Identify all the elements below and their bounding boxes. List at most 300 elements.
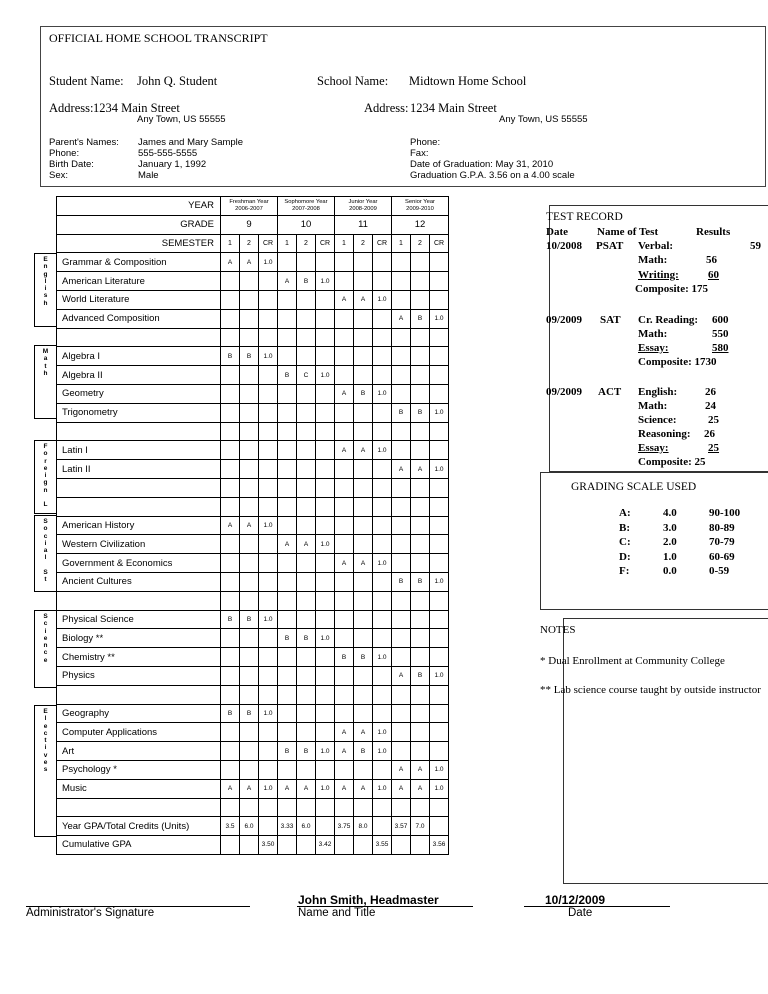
grade-cell	[335, 666, 354, 685]
grade-cell	[240, 497, 259, 516]
grade-cell: A	[335, 384, 354, 403]
grade-cell: A	[354, 723, 373, 742]
grade-cell	[240, 384, 259, 403]
grade-cell	[278, 516, 297, 535]
grade-cell	[392, 253, 411, 272]
grade-cell: A	[411, 760, 430, 779]
grade-cell: A	[392, 666, 411, 685]
grade-cell	[335, 253, 354, 272]
grade-cell	[373, 666, 392, 685]
sat-name: SAT	[600, 314, 621, 326]
category-letter: e	[43, 656, 48, 664]
grade-cell: 1.0	[430, 309, 449, 328]
grade-cell	[240, 742, 259, 761]
grade-cell: A	[335, 290, 354, 309]
course-name: Algebra II	[57, 366, 221, 385]
grade-cell	[316, 591, 335, 610]
grade-cell	[373, 347, 392, 366]
act-science: 25	[708, 414, 719, 426]
grade-cell	[373, 497, 392, 516]
grade-cell	[373, 253, 392, 272]
gpa-cell	[430, 817, 449, 836]
grading-points: 0.0	[663, 565, 677, 577]
sat-reading-label: Cr. Reading:	[638, 314, 699, 326]
grade-cell	[240, 535, 259, 554]
grade-cell	[392, 497, 411, 516]
grade-cell	[392, 591, 411, 610]
sex-label: Sex:	[49, 170, 69, 181]
category-letter: t	[44, 737, 47, 745]
grade-cell	[240, 403, 259, 422]
grade-cell: A	[240, 253, 259, 272]
psat-date: 10/2008	[546, 240, 583, 252]
cumulative-cell: 3.56	[430, 836, 449, 855]
grade-cell	[221, 666, 240, 685]
grade-cell	[335, 328, 354, 347]
grade-cell	[221, 272, 240, 291]
grade-cell	[297, 516, 316, 535]
semester-heading: CR	[259, 234, 278, 253]
grade-cell	[411, 253, 430, 272]
grade-cell: A	[354, 290, 373, 309]
grade-cell: B	[240, 347, 259, 366]
grade-cell: 1.0	[430, 403, 449, 422]
grade-cell	[221, 629, 240, 648]
grade-cell	[316, 309, 335, 328]
year-name: Junior Year	[348, 198, 378, 205]
course-name: American Literature	[57, 272, 221, 291]
grade-cell	[259, 290, 278, 309]
category-letter: c	[43, 649, 48, 657]
gpa-cell	[259, 817, 278, 836]
grade-cell	[392, 742, 411, 761]
grade-cell	[240, 572, 259, 591]
grade-cell	[354, 253, 373, 272]
grade-cell: 1.0	[316, 535, 335, 554]
course-name: World Literature	[57, 290, 221, 309]
category-foreign	[34, 440, 56, 514]
grade-cell: A	[278, 535, 297, 554]
grading-range: 80-89	[709, 521, 735, 534]
gpa-cell: 6.0	[297, 817, 316, 836]
grades-table	[56, 196, 449, 855]
grade-cell	[316, 497, 335, 516]
grade-cell: B	[392, 572, 411, 591]
grade-cell	[278, 478, 297, 497]
grade-cell	[221, 460, 240, 479]
category-letter: s	[43, 292, 48, 300]
grade-cell	[297, 572, 316, 591]
grade-cell	[392, 516, 411, 535]
grade-cell	[316, 723, 335, 742]
grade-cell	[278, 347, 297, 366]
grade-cell: A	[411, 460, 430, 479]
grade-cell	[221, 648, 240, 667]
spacer-cell	[297, 798, 316, 817]
grade-cell	[335, 685, 354, 704]
spacer-row	[57, 798, 449, 817]
test-col-date: Date	[546, 226, 568, 238]
grade-cell	[335, 422, 354, 441]
course-name: Latin I	[57, 441, 221, 460]
spacer-cell	[392, 798, 411, 817]
grade-cell	[259, 760, 278, 779]
grade-label: GRADE	[57, 215, 221, 234]
grade-cell: B	[392, 403, 411, 422]
grade-cell	[392, 272, 411, 291]
course-name: Chemistry **	[57, 648, 221, 667]
category-letter: e	[43, 634, 48, 642]
grade-cell	[297, 760, 316, 779]
category-electives	[34, 705, 56, 837]
course-name: Algebra I	[57, 347, 221, 366]
category-letter: i	[44, 744, 47, 752]
course-name: Music	[57, 779, 221, 798]
grade-cell	[297, 478, 316, 497]
semester-heading: 2	[411, 234, 430, 253]
grade-cell	[354, 309, 373, 328]
grade-cell	[221, 309, 240, 328]
course-name: Biology **	[57, 629, 221, 648]
course-row	[57, 779, 449, 798]
grade-cell	[297, 497, 316, 516]
grade-cell: B	[278, 742, 297, 761]
semester-heading: 2	[354, 234, 373, 253]
grade-cell	[221, 290, 240, 309]
category-letter: o	[43, 525, 48, 533]
grade-cell: A	[335, 779, 354, 798]
grade-cell: 1.0	[316, 366, 335, 385]
grade-cell	[354, 610, 373, 629]
transcript-title: OFFICIAL HOME SCHOOL TRANSCRIPT	[49, 31, 268, 45]
year-header-row	[57, 197, 449, 216]
cumulative-cell	[411, 836, 430, 855]
grading-scale	[540, 472, 768, 610]
act-math: 24	[705, 400, 716, 412]
category-letter	[35, 562, 56, 569]
grade-cell: A	[297, 779, 316, 798]
grade-cell	[221, 478, 240, 497]
parents-label: Parent's Names:	[49, 137, 119, 148]
gpa-cell	[373, 817, 392, 836]
gpa-cell: 3.33	[278, 817, 297, 836]
grading-range: 0-59	[709, 565, 730, 577]
grade-cell	[316, 648, 335, 667]
grade-cell	[297, 591, 316, 610]
grade-cell: 1.0	[316, 742, 335, 761]
grade-cell: B	[354, 742, 373, 761]
category-letter: g	[43, 270, 48, 278]
graduation-date: Date of Graduation: May 31, 2010	[410, 159, 554, 170]
gpa-cell	[316, 817, 335, 836]
semester-heading: 1	[392, 234, 411, 253]
grade-cell	[354, 535, 373, 554]
grade-cell	[430, 648, 449, 667]
sat-math-label: Math:	[638, 328, 668, 340]
grade-cell	[430, 685, 449, 704]
grade-cell	[373, 610, 392, 629]
psat-verbal-label: Verbal:	[638, 240, 674, 252]
grade-cell	[392, 629, 411, 648]
grading-letter: C:	[619, 536, 631, 548]
grade-cell	[335, 704, 354, 723]
grade-cell: B	[335, 648, 354, 667]
gpa-cell: 3.75	[335, 817, 354, 836]
grade-cell	[373, 535, 392, 554]
category-math	[34, 345, 56, 419]
grade-cell	[278, 591, 297, 610]
grade-cell	[259, 422, 278, 441]
grade-cell: A	[335, 723, 354, 742]
category-letter: o	[43, 450, 48, 458]
category-letter: g	[43, 479, 48, 487]
grade-cell	[297, 704, 316, 723]
grade-cell: A	[354, 441, 373, 460]
course-name: Advanced Composition	[57, 309, 221, 328]
category-letter: i	[44, 285, 47, 293]
grade-value: 11	[335, 215, 392, 234]
grade-cell	[316, 328, 335, 347]
grade-cell	[240, 629, 259, 648]
grade-cell	[221, 497, 240, 516]
category-letter: i	[44, 539, 47, 547]
grade-cell: A	[335, 441, 354, 460]
grade-cell	[411, 535, 430, 554]
grading-letter: F:	[619, 565, 630, 577]
grading-letter: D:	[619, 550, 631, 563]
category-letter: v	[43, 751, 48, 759]
grade-cell: B	[240, 704, 259, 723]
act-reasoning: 26	[704, 428, 715, 440]
school-phone-label: Phone:	[410, 137, 441, 148]
grade-cell: A	[221, 516, 240, 535]
category-letter: E	[43, 256, 48, 263]
grade-value: 10	[278, 215, 335, 234]
grade-cell: 1.0	[373, 384, 392, 403]
grade-cell: 1.0	[430, 666, 449, 685]
cumulative-gpa-label: Cumulative GPA	[57, 836, 221, 855]
grading-points: 2.0	[663, 536, 677, 548]
sat-essay-label: Essay:	[638, 342, 669, 354]
grade-cell	[316, 760, 335, 779]
grade-cell	[297, 666, 316, 685]
grade-cell	[316, 347, 335, 366]
course-row	[57, 309, 449, 328]
sat-essay: 580	[712, 342, 729, 354]
grade-cell	[430, 742, 449, 761]
grade-cell	[335, 610, 354, 629]
grade-cell	[411, 290, 430, 309]
grade-cell	[240, 591, 259, 610]
grade-cell	[297, 384, 316, 403]
grade-cell: A	[392, 460, 411, 479]
gpa-cell: 3.57	[392, 817, 411, 836]
grade-cell	[354, 366, 373, 385]
grade-cell	[373, 460, 392, 479]
grading-points: 1.0	[663, 550, 677, 563]
grade-cell	[373, 272, 392, 291]
grade-cell	[259, 685, 278, 704]
psat-composite: Composite: 175	[635, 283, 709, 295]
school-fax-label: Fax:	[410, 148, 429, 159]
grade-cell: B	[297, 629, 316, 648]
category-letter: i	[44, 627, 47, 635]
course-row	[57, 272, 449, 291]
grade-cell	[373, 760, 392, 779]
grade-cell	[430, 478, 449, 497]
grade-cell	[240, 441, 259, 460]
category-letter: S	[43, 613, 48, 620]
graduation-gpa: Graduation G.P.A. 3.56 on a 4.00 scale	[410, 170, 575, 181]
cumulative-cell: 3.55	[373, 836, 392, 855]
category-english	[34, 253, 56, 327]
spacer-cell	[411, 798, 430, 817]
grade-cell: A	[278, 779, 297, 798]
address-line2: Any Town, US 55555	[137, 114, 226, 125]
grade-value: 12	[392, 215, 449, 234]
grade-cell	[430, 591, 449, 610]
grade-cell: 1.0	[430, 760, 449, 779]
grade-cell	[392, 422, 411, 441]
category-letter: l	[44, 715, 47, 723]
grade-cell	[373, 629, 392, 648]
category-science	[34, 610, 56, 688]
school-name: Midtown Home School	[409, 74, 527, 88]
course-name	[57, 685, 221, 704]
grade-cell	[430, 347, 449, 366]
grade-cell: B	[354, 384, 373, 403]
grade-cell	[411, 328, 430, 347]
grade-cell	[392, 441, 411, 460]
grade-cell	[278, 704, 297, 723]
grade-cell	[411, 478, 430, 497]
category-letter: n	[43, 486, 48, 494]
grade-cell	[373, 366, 392, 385]
grade-cell	[392, 535, 411, 554]
category-letter: t	[44, 576, 47, 584]
spacer-cell	[430, 798, 449, 817]
note-dual-enrollment: * Dual Enrollment at Community College	[540, 655, 725, 667]
grade-cell	[335, 497, 354, 516]
grade-cell: 1.0	[259, 516, 278, 535]
grade-cell	[259, 535, 278, 554]
grading-letter: A:	[619, 507, 631, 519]
grade-cell	[278, 460, 297, 479]
category-letter: s	[43, 766, 48, 774]
psat-verbal: 59	[750, 240, 761, 252]
grade-cell	[278, 554, 297, 573]
grade-cell	[316, 478, 335, 497]
grade-cell	[316, 403, 335, 422]
course-row	[57, 572, 449, 591]
grade-cell	[335, 629, 354, 648]
grade-cell	[392, 685, 411, 704]
grade-cell	[221, 328, 240, 347]
grade-cell: A	[392, 779, 411, 798]
grading-scale-title: GRADING SCALE USED	[571, 481, 697, 493]
category-letter	[35, 494, 56, 501]
grade-cell	[259, 441, 278, 460]
grade-cell	[430, 497, 449, 516]
cumulative-cell	[240, 836, 259, 855]
course-name	[57, 497, 221, 516]
grade-cell	[278, 403, 297, 422]
birth-value: January 1, 1992	[138, 159, 207, 170]
grade-cell	[373, 403, 392, 422]
grade-cell	[335, 460, 354, 479]
grade-cell	[411, 610, 430, 629]
grade-cell	[316, 422, 335, 441]
act-science-label: Science:	[638, 414, 677, 426]
course-row	[57, 704, 449, 723]
grade-cell	[278, 497, 297, 516]
school-address-line1: 1234 Main Street	[410, 101, 497, 115]
grade-cell	[221, 384, 240, 403]
gpa-cell: 7.0	[411, 817, 430, 836]
grade-cell: A	[354, 779, 373, 798]
grade-cell	[354, 460, 373, 479]
semester-heading: 1	[335, 234, 354, 253]
grade-cell	[278, 723, 297, 742]
sex-value: Male	[138, 170, 159, 181]
course-name: Psychology *	[57, 760, 221, 779]
cumulative-cell	[335, 836, 354, 855]
act-reasoning-label: Reasoning:	[638, 428, 691, 440]
course-name	[57, 422, 221, 441]
grade-cell	[354, 685, 373, 704]
grade-cell	[297, 685, 316, 704]
grade-cell	[278, 648, 297, 667]
category-letter: e	[43, 722, 48, 730]
grade-cell	[354, 704, 373, 723]
act-english-label: English:	[638, 386, 678, 398]
grade-cell: 1.0	[373, 779, 392, 798]
semester-header-row	[57, 234, 449, 253]
category-letter: t	[44, 362, 47, 370]
grade-cell	[354, 422, 373, 441]
grade-cell	[278, 760, 297, 779]
cumulative-cell	[221, 836, 240, 855]
grade-cell	[297, 610, 316, 629]
grade-cell	[392, 366, 411, 385]
transcript-header	[40, 26, 766, 187]
course-name: Physical Science	[57, 610, 221, 629]
grade-cell	[316, 704, 335, 723]
course-row	[57, 478, 449, 497]
grade-cell	[316, 441, 335, 460]
grade-cell: A	[392, 309, 411, 328]
grade-cell	[335, 591, 354, 610]
grade-cell	[373, 685, 392, 704]
psat-writing-label: Writing:	[638, 269, 679, 281]
year-gpa-row	[57, 817, 449, 836]
year-span: 2008-2009	[349, 205, 377, 212]
category-letter: L	[43, 501, 48, 509]
grade-cell	[430, 723, 449, 742]
grade-cell: 1.0	[259, 704, 278, 723]
grade-cell	[278, 441, 297, 460]
semester-heading: 1	[221, 234, 240, 253]
grade-cell	[259, 497, 278, 516]
grade-cell	[240, 554, 259, 573]
grade-cell	[240, 666, 259, 685]
course-name	[57, 328, 221, 347]
grade-cell	[411, 591, 430, 610]
name-title-label: Name and Title	[298, 907, 376, 919]
cumulative-cell	[278, 836, 297, 855]
course-row	[57, 253, 449, 272]
spacer-cell	[240, 798, 259, 817]
